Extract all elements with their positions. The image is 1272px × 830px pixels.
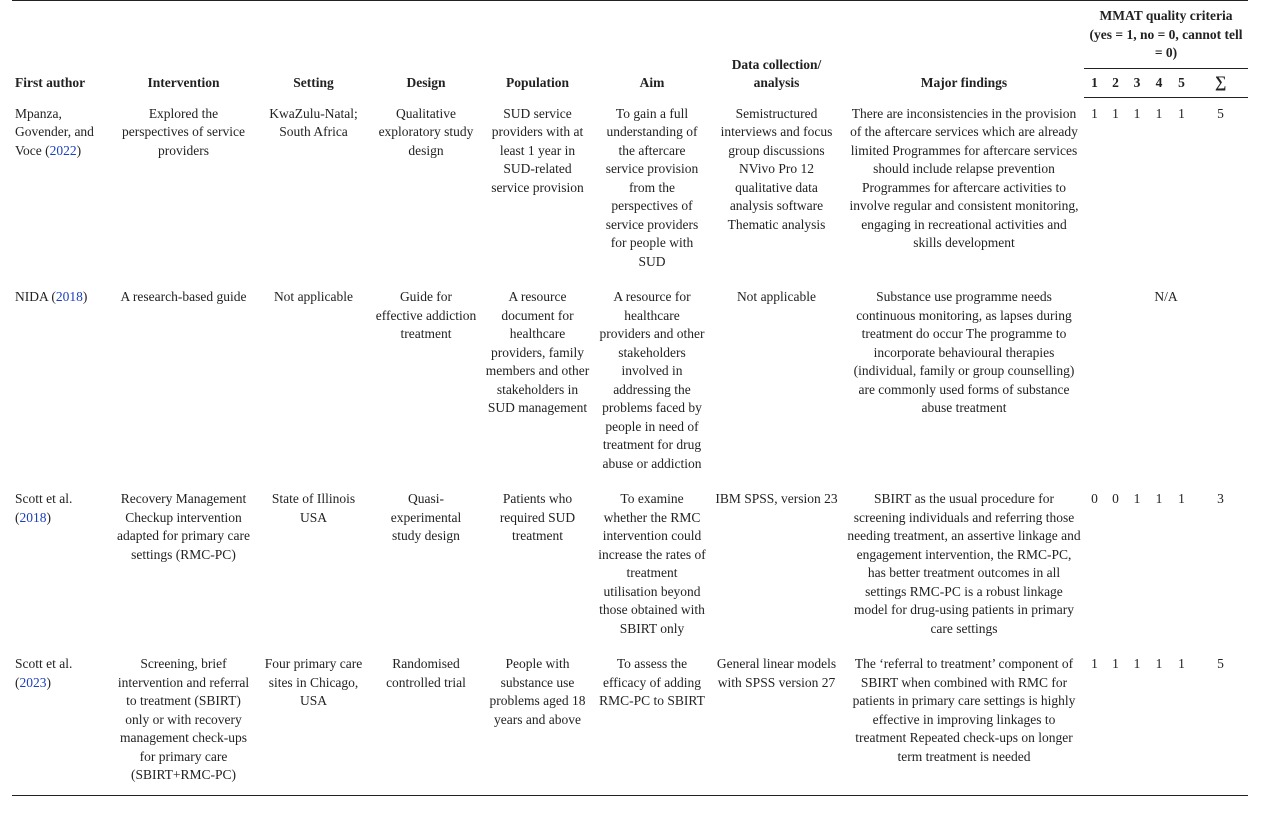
cell-score-1: 0 — [1091, 491, 1098, 506]
header-criterion-2: 2 — [1105, 68, 1126, 98]
cell-score-5: 1 — [1178, 106, 1185, 121]
cell-data-collection: Not applicable — [736, 289, 817, 304]
cell-major-findings: The ‘referral to treatment’ component of SBIRT when combined with RMC for patients in primary care settings is highly effective in improving linkages to treatment Repeated check-ups on longer term treatment is needed — [844, 648, 1084, 795]
cell-aim: A resource for healthcare providers and other stakeholders involved in addressing the problems faced by people in need of treatment for drug abuse or addiction — [599, 289, 705, 471]
header-criterion-5: 5 — [1170, 68, 1193, 98]
citation-year-link[interactable]: 2023 — [19, 674, 47, 690]
header-criterion-3: 3 — [1126, 68, 1148, 98]
cell-design: Quasi-experimental study design — [390, 491, 462, 543]
cell-setting: Four primary care sites in Chicago, USA — [255, 648, 372, 795]
header-sum-icon: ∑ — [1193, 68, 1248, 98]
cell-setting: KwaZulu-Natal; South Africa — [269, 105, 358, 139]
cell-score-3: 1 — [1133, 491, 1141, 506]
header-design: Design — [372, 1, 480, 98]
cell-data-collection: Semistructured interviews and focus group discussions NVivo Pro 12 qualitative data analysis software Thematic analysis — [720, 105, 833, 232]
cell-intervention: A research-based guide — [120, 289, 247, 304]
author-name: Scott et al. ( — [15, 491, 73, 525]
cell-score-1: 1 — [1091, 106, 1098, 121]
table-row — [12, 648, 1248, 795]
cell-score-1: 1 — [1084, 648, 1105, 795]
cell-intervention: Recovery Management Checkup intervention adapted for primary care settings (RMC-PC) — [116, 491, 251, 562]
author-name: Mpanza, Govender, and Voce ( — [15, 105, 94, 158]
cell-first-author — [12, 483, 112, 648]
cell-aim: To assess the efficacy of adding RMC-PC to SBIRT — [595, 648, 709, 795]
cell-design: Qualitative exploratory study design — [378, 105, 474, 158]
cell-population: Patients who required SUD treatment — [499, 491, 576, 543]
cell-score-2: 0 — [1112, 491, 1119, 506]
header-aim: Aim — [595, 1, 709, 98]
cell-score-3: 1 — [1126, 648, 1148, 795]
table-row — [12, 98, 1248, 282]
cell-setting: Not applicable — [273, 289, 354, 304]
citation-year-link[interactable]: 2018 — [55, 289, 83, 304]
cell-first-author — [12, 648, 112, 795]
author-suffix: ) — [46, 674, 51, 690]
cell-score-2: 1 — [1112, 106, 1119, 121]
author-suffix: ) — [46, 509, 51, 525]
cell-major-findings: There are inconsistencies in the provision of the aftercare services which are already limited Programmes for aftercare services should include relapse prevention Programmes for aftercare activities to involve regular and consistent monitoring, engaging in recreational activities and skills development — [849, 105, 1079, 250]
cell-major-findings: SBIRT as the usual procedure for screening individuals and referring those needing treatment, an assertive linkage and engagement intervention, the RMC-PC, has better treatment outcomes in all settings RMC-PC is a robust linkage model for drug-using patients in primary care settings — [847, 491, 1081, 636]
header-setting: Setting — [255, 1, 372, 98]
header-intervention: Intervention — [112, 1, 255, 98]
citation-year-link[interactable]: 2018 — [19, 509, 47, 525]
cell-intervention: Explored the perspectives of service providers — [122, 105, 245, 158]
table-row — [12, 483, 1248, 648]
cell-population: People with substance use problems aged 18 years and above — [480, 648, 595, 795]
cell-score-sum: 5 — [1193, 648, 1248, 795]
cell-design: Guide for effective addiction treatment — [375, 289, 477, 341]
cell-intervention: Screening, brief intervention and referral to treatment (SBIRT) only or with recovery management check-ups for primary care (SBIRT+RMC-PC) — [112, 648, 255, 795]
citation-year-link[interactable]: 2022 — [49, 142, 77, 158]
cell-score-not-applicable: N/A — [1154, 289, 1178, 304]
header-mmat-quality-criteria: MMAT quality criteria (yes = 1, no = 0, cannot tell = 0) — [1084, 1, 1248, 69]
cell-aim: To gain a full understanding of the aftercare service provision from the perspectives of service providers for people with SUD — [605, 105, 699, 269]
cell-major-findings: Substance use programme needs continuous monitoring, as lapses during treatment do occur The programme to incorporate behavioural therapies (individual, family or group counselling) are commonly used forms of substance abuse treatment — [853, 289, 1075, 415]
cell-score-3: 1 — [1133, 106, 1141, 121]
cell-first-author — [12, 281, 112, 483]
cell-score-4: 1 — [1155, 491, 1163, 506]
study-characteristics-table — [12, 0, 1248, 796]
cell-data-collection: IBM SPSS, version 23 — [715, 491, 838, 506]
cell-score-4: 1 — [1148, 648, 1170, 795]
cell-setting: State of Illinois USA — [271, 491, 356, 525]
cell-score-5: 1 — [1170, 648, 1193, 795]
cell-score-sum: 3 — [1217, 491, 1224, 506]
cell-population: A resource document for healthcare providers, family members and other stakeholders in SUD management — [485, 289, 590, 415]
cell-design: Randomised controlled trial — [372, 648, 480, 795]
cell-population: SUD service providers with at least 1 year in SUD-related service provision — [491, 105, 584, 195]
author-suffix: ) — [82, 289, 88, 304]
cell-score-5: 1 — [1178, 491, 1185, 506]
table-header — [12, 1, 1248, 98]
author-name: NIDA ( — [15, 289, 56, 304]
cell-score-4: 1 — [1155, 106, 1163, 121]
cell-aim: To examine whether the RMC intervention could increase the rates of treatment utilisation beyond those obtained with SBIRT only — [598, 491, 706, 636]
cell-data-collection: General linear models with SPSS version 27 — [709, 648, 844, 795]
table-row — [12, 281, 1248, 483]
cell-first-author — [12, 98, 112, 282]
cell-score-sum: 5 — [1217, 106, 1224, 121]
header-first-author: First author — [12, 1, 112, 98]
cell-score-2: 1 — [1105, 648, 1126, 795]
header-data-collection: Data collection/ analysis — [709, 1, 844, 98]
header-criterion-1: 1 — [1084, 68, 1105, 98]
header-criterion-4: 4 — [1148, 68, 1170, 98]
header-population: Population — [480, 1, 595, 98]
author-suffix: ) — [76, 142, 82, 158]
header-major-findings: Major findings — [844, 1, 1084, 98]
author-name: Scott et al. ( — [15, 656, 73, 690]
